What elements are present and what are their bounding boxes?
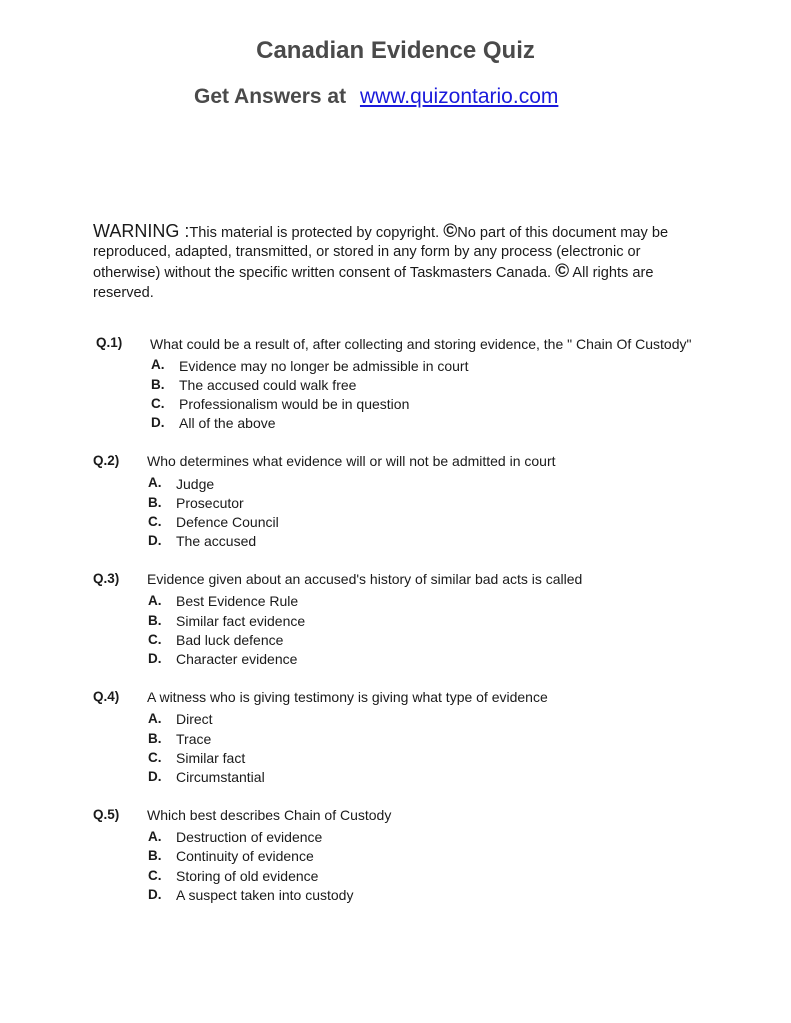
option-text[interactable]: Trace — [176, 731, 212, 747]
copyright-warning — [93, 222, 705, 303]
option-letter: D. — [151, 415, 165, 430]
option-letter: C. — [148, 514, 162, 529]
question-text: Which best describes Chain of Custody — [147, 807, 392, 823]
option-letter: D. — [148, 769, 162, 784]
quizontario-link[interactable]: www.quizontario.com — [359, 85, 559, 108]
option-letter: A. — [148, 475, 162, 490]
option-text[interactable]: Continuity of evidence — [176, 848, 314, 864]
option-letter: C. — [148, 868, 162, 883]
option-text[interactable]: The accused — [176, 533, 257, 549]
option-letter: C. — [148, 632, 162, 647]
option-letter: D. — [148, 887, 162, 902]
option-text[interactable]: Prosecutor — [176, 495, 244, 511]
option-text[interactable]: Best Evidence Rule — [176, 593, 299, 609]
option-letter: A. — [148, 829, 162, 844]
copyright-symbol: © — [443, 221, 458, 242]
question-number: Q.4) — [93, 689, 120, 704]
option-letter: B. — [148, 613, 162, 628]
option-letter: C. — [151, 396, 165, 411]
option-text[interactable]: Similar fact evidence — [176, 613, 306, 629]
question-number: Q.1) — [96, 335, 123, 350]
option-text[interactable]: The accused could walk free — [179, 377, 357, 393]
option-text[interactable]: Evidence may no longer be admissible in court — [179, 358, 469, 374]
option-letter: D. — [148, 533, 162, 548]
option-letter: D. — [148, 651, 162, 666]
option-text[interactable]: Direct — [176, 711, 213, 727]
option-text[interactable]: Storing of old evidence — [176, 868, 319, 884]
option-letter: A. — [148, 711, 162, 726]
option-text[interactable]: Bad luck defence — [176, 632, 284, 648]
question-number: Q.5) — [93, 807, 120, 822]
question-number: Q.2) — [93, 453, 120, 468]
option-text[interactable]: All of the above — [179, 415, 276, 431]
option-letter: A. — [151, 357, 165, 372]
option-text[interactable]: Defence Council — [176, 514, 279, 530]
answers-prefix: Get Answers at — [194, 85, 347, 108]
page-title: Canadian Evidence Quiz — [256, 37, 535, 64]
option-letter: B. — [148, 731, 162, 746]
option-text[interactable]: Professionalism would be in question — [179, 396, 410, 412]
question-text: What could be a result of, after collecting and storing evidence, the " Chain Of Custody" — [150, 336, 692, 352]
option-text[interactable]: Judge — [176, 476, 215, 492]
option-letter: C. — [148, 750, 162, 765]
option-text[interactable]: Character evidence — [176, 651, 298, 667]
option-text[interactable]: Circumstantial — [176, 769, 265, 785]
option-text[interactable]: Similar fact — [176, 750, 246, 766]
option-letter: A. — [148, 593, 162, 608]
question-text: Who determines what evidence will or will not be admitted in court — [147, 453, 556, 469]
option-text[interactable]: Destruction of evidence — [176, 829, 323, 845]
option-text[interactable]: A suspect taken into custody — [176, 887, 354, 903]
question-text: Evidence given about an accused's history of similar bad acts is called — [147, 571, 583, 587]
answers-line — [194, 85, 558, 109]
warning-text-1: This material is protected by copyright. — [189, 225, 444, 241]
question-text: A witness who is giving testimony is giving what type of evidence — [147, 689, 548, 705]
question-number: Q.3) — [93, 571, 120, 586]
warning-lead: WARNING : — [93, 221, 190, 241]
option-letter: B. — [148, 848, 162, 863]
copyright-symbol-2: © — [555, 261, 570, 283]
option-letter: B. — [151, 377, 165, 392]
warning-text-2: No part of this document may be reproduced, adapted, transmitted, or stored in any form by any process (electronic or otherwise) without the specific written consent of Taskmasters Canada. — [93, 225, 669, 282]
option-letter: B. — [148, 495, 162, 510]
warning-text-3: All rights are reserved. — [93, 265, 654, 301]
